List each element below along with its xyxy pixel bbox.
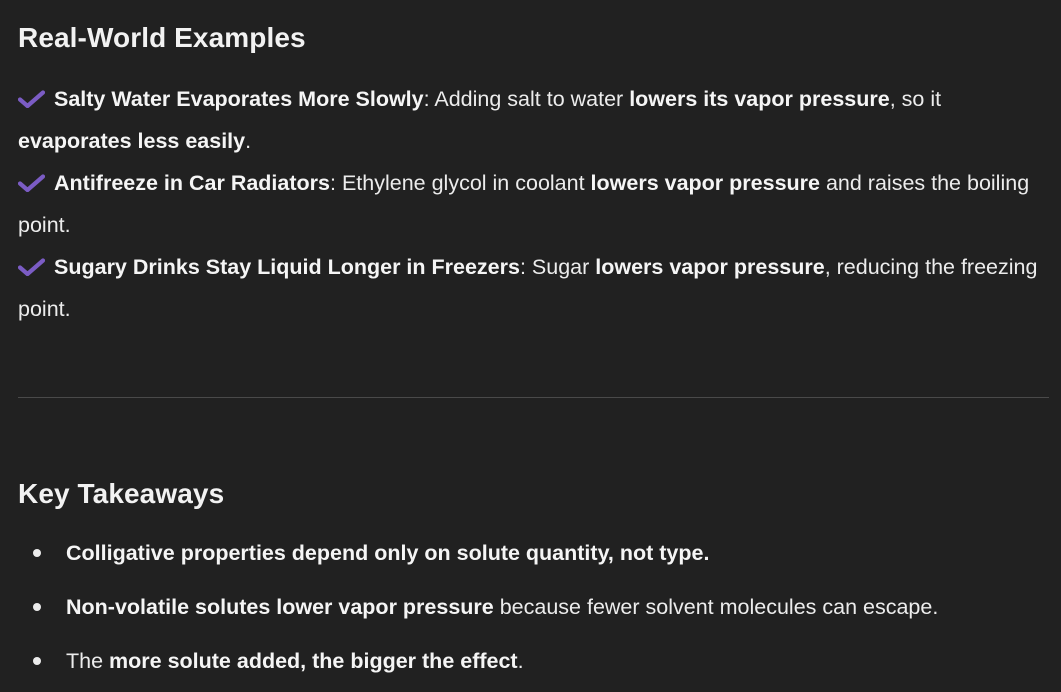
example-text: .	[245, 129, 252, 153]
section-heading-real-world-examples: Real-World Examples	[18, 22, 306, 53]
bullet-dot-icon	[33, 657, 41, 665]
example-separator: :	[329, 171, 336, 195]
example-title: Sugary Drinks Stay Liquid Longer in Freezers	[54, 255, 520, 279]
example-text: , reducing the freezing point.	[18, 255, 1038, 321]
takeaway-emphasis: Non-volatile solutes lower vapor pressure	[66, 595, 494, 619]
example-item-salty-water	[18, 78, 1048, 162]
bullet-dot-icon	[33, 549, 41, 557]
example-item-antifreeze	[18, 162, 1048, 246]
takeaway-text: The	[66, 649, 110, 673]
check-mark-icon	[18, 258, 45, 276]
horizontal-divider	[18, 397, 1049, 398]
example-text: Ethylene glycol in coolant	[335, 171, 591, 195]
example-text: Sugar	[525, 255, 596, 279]
takeaway-text: .	[517, 649, 524, 673]
example-text: Adding salt to water	[429, 87, 630, 111]
example-emphasis: evaporates less easily	[18, 129, 246, 153]
example-title: Antifreeze in Car Radiators	[54, 171, 330, 195]
takeaway-item-more-solute	[18, 641, 1048, 692]
example-title: Salty Water Evaporates More Slowly	[54, 87, 424, 111]
example-separator: :	[519, 255, 526, 279]
example-emphasis: lowers its vapor pressure	[629, 87, 890, 111]
example-item-sugary-drinks	[18, 246, 1048, 330]
bullet-dot-icon	[33, 603, 41, 611]
takeaway-item-colligative	[18, 533, 1048, 587]
takeaways-list	[18, 533, 1048, 692]
examples-list	[18, 78, 1048, 330]
example-text: , so it	[889, 87, 942, 111]
takeaway-item-non-volatile	[18, 587, 1048, 641]
takeaway-emphasis: more solute added, the bigger the effect	[109, 649, 518, 673]
section-heading-key-takeaways: Key Takeaways	[18, 478, 225, 509]
example-text: and raises the boiling point.	[18, 171, 1030, 237]
takeaway-text: because fewer solvent molecules can escape.	[493, 595, 939, 619]
example-emphasis: lowers vapor pressure	[595, 255, 825, 279]
example-separator: :	[423, 87, 430, 111]
check-mark-icon	[18, 174, 45, 192]
check-mark-icon	[18, 90, 45, 108]
example-emphasis: lowers vapor pressure	[590, 171, 820, 195]
takeaway-emphasis: Colligative properties depend only on solute quantity, not type.	[66, 541, 710, 565]
